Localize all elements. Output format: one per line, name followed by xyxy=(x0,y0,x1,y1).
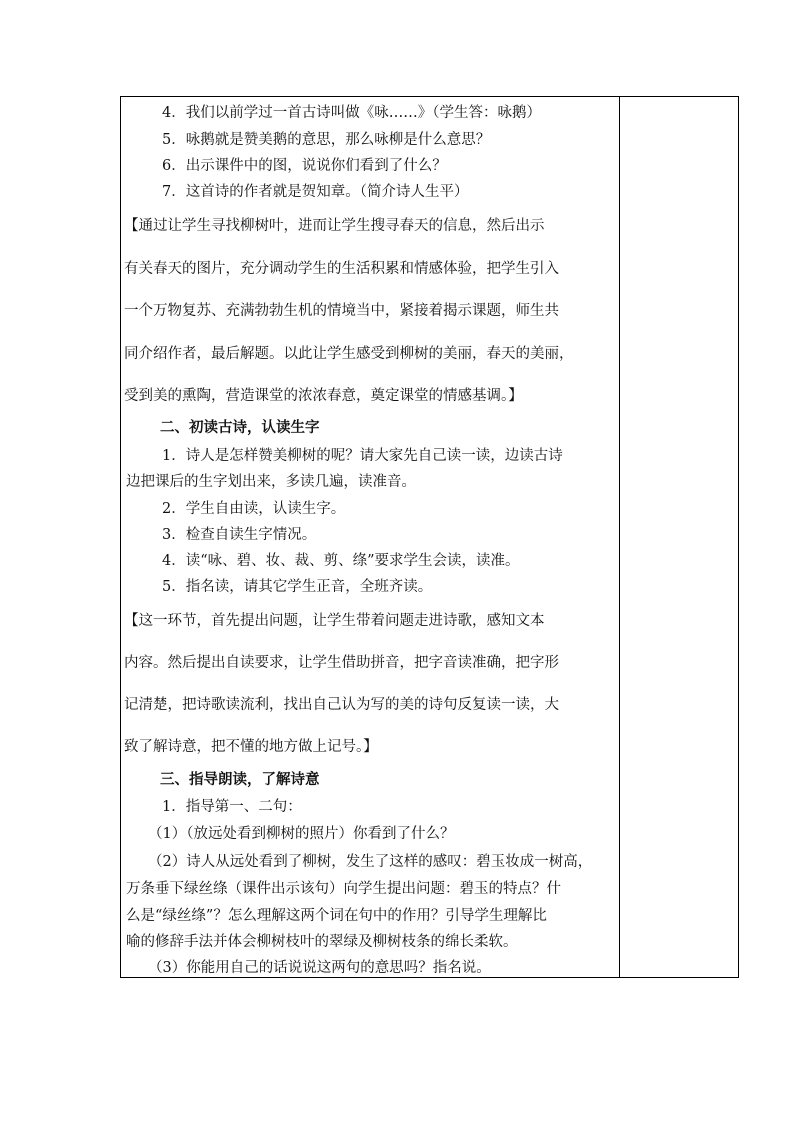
section-3-item-2-line-1: （2）诗人从远处看到了柳树，发生了这样的感叹：碧玉妆成一树高， xyxy=(148,854,593,870)
note-1-line-4: 同介绍作者，最后解题。以此让学生感受到柳树的美丽，春天的美丽， xyxy=(124,346,574,362)
step-7: 7．这首诗的作者就是贺知章。（简介诗人生平） xyxy=(162,184,469,200)
note-2-line-1: 【这一环节，首先提出问题，让学生带着问题走进诗歌，感知文本 xyxy=(124,613,545,629)
section-3-item-2-line-3: 么是“绿丝绦”？怎么理解这两个词在句中的作用？引导学生理解比 xyxy=(126,908,547,924)
section-2-heading: 二、初读古诗，认读生字 xyxy=(160,419,320,436)
section-2-step-5: 5．指名读，请其它学生正音，全班齐读。 xyxy=(162,579,433,595)
note-2-line-2: 内容。然后提出自读要求，让学生借助拼音，把字音读准确，把字形 xyxy=(124,655,559,671)
note-1-line-1: 【通过让学生寻找柳树叶，进而让学生搜寻春天的信息，然后出示 xyxy=(124,218,545,234)
step-6: 6．出示课件中的图，说说你们看到了什么？ xyxy=(162,158,447,174)
step-4: 4．我们以前学过一首古诗叫做《咏……》（学生答：咏鹅） xyxy=(162,105,541,121)
note-1-line-2: 有关春天的图片，充分调动学生的生活积累和情感体验，把学生引入 xyxy=(124,261,559,277)
table-column-divider xyxy=(619,96,620,978)
section-3-item-3: （3）你能用自己的话说说这两句的意思吗？指名说。 xyxy=(148,960,491,976)
note-1-line-5: 受到美的熏陶，营造课堂的浓浓春意，奠定课堂的情感基调。】 xyxy=(124,388,523,404)
section-3-heading: 三、指导朗读，了解诗意 xyxy=(160,771,320,788)
section-3-item-2-line-2: 万条垂下绿丝绦（课件出示该句）向学生提出问题：碧玉的特点？什 xyxy=(126,881,561,897)
section-2-step-1-line-2: 边把课后的生字划出来，多读几遍，读准音。 xyxy=(126,474,416,490)
section-2-step-4: 4．读“咏、碧、妆、裁、剪、绦”要求学生会读，读准。 xyxy=(162,553,520,569)
section-2-step-3: 3．检查自读生字情况。 xyxy=(162,527,317,543)
section-3-item-1: （1）（放远处看到柳树的照片）你看到了什么？ xyxy=(148,826,455,842)
note-1-line-3: 一个万物复苏、充满勃勃生机的情境当中，紧接着揭示课题，师生共 xyxy=(124,303,559,319)
lesson-content-cell xyxy=(120,96,619,978)
note-2-line-4: 致了解诗意，把不懂的地方做上记号。】 xyxy=(124,739,378,755)
section-2-step-2: 2．学生自由读，认读生字。 xyxy=(162,501,346,517)
note-2-line-3: 记清楚，把诗歌读流利，找出自己认为写的美的诗句反复读一读，大 xyxy=(124,697,559,713)
step-5: 5．咏鹅就是赞美鹅的意思，那么咏柳是什么意思？ xyxy=(162,132,491,148)
section-2-step-1-line-1: 1．诗人是怎样赞美柳树的呢？请大家先自己读一读，边读古诗 xyxy=(162,448,563,464)
section-3-step-1: 1．指导第一、二句： xyxy=(162,799,302,815)
section-3-item-2-line-4: 喻的修辞手法并体会柳树枝叶的翠绿及柳树枝条的绵长柔软。 xyxy=(126,934,518,950)
